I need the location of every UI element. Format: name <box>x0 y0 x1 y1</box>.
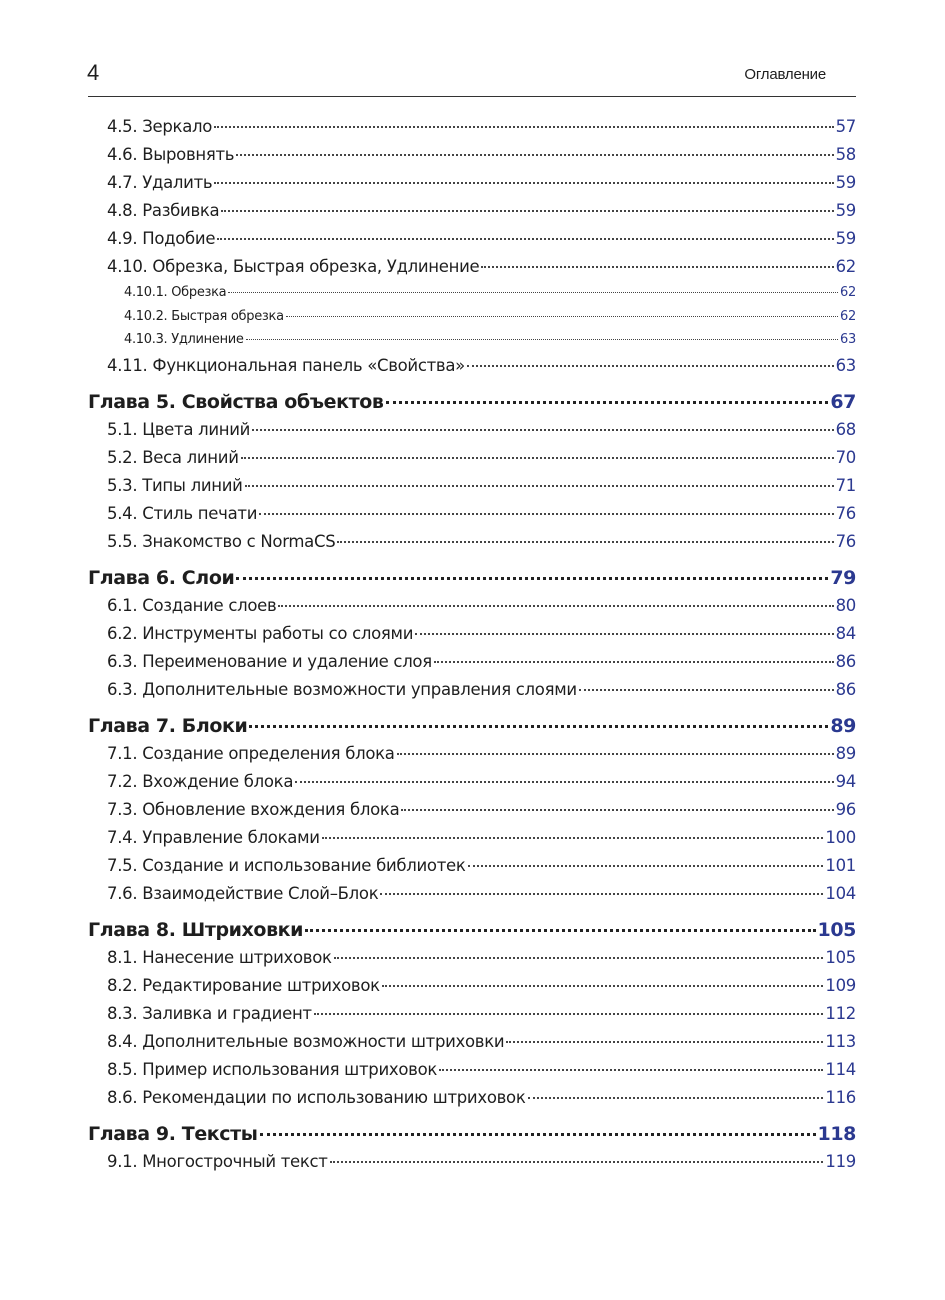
toc-entry-page: 105 <box>817 918 856 941</box>
toc-entry-title: 4.6. Выровнять <box>107 145 235 164</box>
toc-entry[interactable] <box>88 113 856 141</box>
toc-entry-page: 79 <box>830 566 856 589</box>
toc-entry[interactable] <box>88 1000 856 1028</box>
toc-entry-title: 8.6. Рекомендации по использованию штриховок <box>107 1087 526 1107</box>
toc-entry-title: Глава 5. Свойства объектов <box>88 390 384 413</box>
toc-entry-title: 4.10.3. Удлинение <box>124 332 244 347</box>
toc-entry-page: 101 <box>825 855 856 875</box>
toc-entry-title: Глава 9. Тексты <box>88 1122 258 1145</box>
toc-entry-title: 6.3. Переименование и удаление слоя <box>107 651 432 671</box>
dot-leader <box>259 513 833 515</box>
toc-entry-title: 4.9. Подобие <box>107 229 216 248</box>
toc-chapter-entry[interactable] <box>88 564 856 592</box>
toc-chapter-entry[interactable] <box>88 1120 856 1148</box>
toc-entry-title: 5.2. Веса линий <box>107 447 239 467</box>
toc-entry-page: 109 <box>825 975 856 995</box>
toc-entry[interactable] <box>88 416 856 444</box>
toc-entry[interactable] <box>88 225 856 253</box>
toc-entry-title: Глава 6. Слои <box>88 566 235 589</box>
toc-entry-page: 57 <box>835 117 856 136</box>
toc-entry-page: 63 <box>840 332 856 347</box>
toc-entry[interactable] <box>88 328 856 352</box>
toc-entry[interactable] <box>88 500 856 528</box>
toc-entry-page: 86 <box>835 651 856 671</box>
toc-entry-page: 59 <box>835 201 856 220</box>
toc-entry-page: 59 <box>835 173 856 192</box>
toc-entry-page: 104 <box>825 883 856 903</box>
toc-entry-page: 89 <box>830 714 856 737</box>
toc-entry[interactable] <box>88 592 856 620</box>
toc-entry[interactable] <box>88 281 856 305</box>
dot-leader <box>334 957 824 959</box>
toc-entry-title: 6.3. Дополнительные возможности управления слоями <box>107 679 577 699</box>
toc-entry-title: 8.3. Заливка и градиент <box>107 1003 312 1023</box>
dot-leader <box>579 689 834 691</box>
dot-leader <box>337 541 833 543</box>
dot-leader <box>386 401 829 404</box>
toc-entry-page: 100 <box>825 827 856 847</box>
toc-entry-page: 71 <box>835 475 856 495</box>
toc-entry-page: 105 <box>825 947 856 967</box>
toc-entry[interactable] <box>88 824 856 852</box>
dot-leader <box>236 154 833 156</box>
toc-entry[interactable] <box>88 676 856 704</box>
toc-entry[interactable] <box>88 197 856 225</box>
toc-entry-page: 96 <box>835 799 856 819</box>
toc-entry-page: 84 <box>835 623 856 643</box>
toc-entry-page: 119 <box>825 1151 856 1171</box>
toc-entry-page: 62 <box>840 308 856 324</box>
toc-entry-page: 63 <box>835 355 856 375</box>
toc-entry-title: 8.4. Дополнительные возможности штриховки <box>107 1031 505 1051</box>
table-of-contents <box>88 113 856 1176</box>
dot-leader <box>481 266 833 268</box>
dot-leader <box>397 753 834 755</box>
running-title: Оглавление <box>744 66 826 83</box>
toc-entry-page: 116 <box>825 1087 856 1107</box>
toc-entry[interactable] <box>88 648 856 676</box>
dot-leader <box>228 292 838 293</box>
toc-entry[interactable] <box>88 768 856 796</box>
toc-entry[interactable] <box>88 1148 856 1176</box>
toc-entry-page: 59 <box>835 229 856 248</box>
toc-entry[interactable] <box>88 472 856 500</box>
dot-leader <box>434 661 834 663</box>
toc-entry[interactable] <box>88 852 856 880</box>
dot-leader <box>330 1161 824 1163</box>
toc-entry-title: 6.2. Инструменты работы со слоями <box>107 623 414 643</box>
toc-entry[interactable] <box>88 944 856 972</box>
toc-entry-page: 62 <box>835 257 856 276</box>
toc-entry-title: 5.3. Типы линий <box>107 475 243 495</box>
toc-entry-title: 4.11. Функциональная панель «Свойства» <box>107 355 465 375</box>
toc-entry-page: 86 <box>835 679 856 699</box>
toc-entry-title: 8.1. Нанесение штриховок <box>107 947 332 967</box>
toc-entry[interactable] <box>88 141 856 169</box>
dot-leader <box>245 485 834 487</box>
dot-leader <box>249 725 828 728</box>
toc-entry-title: 4.10. Обрезка, Быстрая обрезка, Удлинение <box>107 257 480 276</box>
dot-leader <box>252 429 834 431</box>
dot-leader <box>236 577 828 580</box>
toc-entry-title: 4.7. Удалить <box>107 173 213 192</box>
dot-leader <box>468 865 824 867</box>
toc-entry-title: 4.8. Разбивка <box>107 201 220 220</box>
dot-leader <box>214 126 834 128</box>
toc-entry[interactable] <box>88 880 856 908</box>
page-number: 4 <box>87 60 100 85</box>
toc-entry[interactable] <box>88 972 856 1000</box>
dot-leader <box>415 633 833 635</box>
toc-entry-title: Глава 8. Штриховки <box>88 918 304 941</box>
toc-entry-page: 89 <box>835 743 856 763</box>
toc-entry-page: 113 <box>825 1031 856 1051</box>
toc-entry[interactable] <box>88 352 856 380</box>
dot-leader <box>439 1069 823 1071</box>
toc-entry-title: Глава 7. Блоки <box>88 714 248 737</box>
dot-leader <box>278 605 833 607</box>
toc-entry-title: 7.6. Взаимодействие Слой–Блок <box>107 883 379 903</box>
toc-entry-title: 9.1. Многострочный текст <box>107 1151 328 1171</box>
toc-entry-page: 94 <box>835 771 856 791</box>
toc-entry[interactable] <box>88 1028 856 1056</box>
dot-leader <box>506 1041 823 1043</box>
toc-entry-title: 5.4. Стиль печати <box>107 503 258 523</box>
toc-entry-title: 7.1. Создание определения блока <box>107 743 395 763</box>
toc-entry[interactable] <box>88 1084 856 1112</box>
toc-entry-page: 67 <box>830 390 856 413</box>
toc-entry-title: 5.1. Цвета линий <box>107 419 251 439</box>
toc-entry-title: 8.2. Редактирование штриховок <box>107 975 380 995</box>
toc-entry-title: 7.4. Управление блоками <box>107 827 320 847</box>
dot-leader <box>382 985 824 987</box>
dot-leader <box>295 781 833 783</box>
toc-entry[interactable] <box>88 528 856 556</box>
toc-entry-title: 7.5. Создание и использование библиотек <box>107 855 466 875</box>
dot-leader <box>528 1097 824 1099</box>
toc-entry-title: 5.5. Знакомство с NormaCS <box>107 531 336 551</box>
dot-leader <box>467 365 834 367</box>
toc-entry-page: 114 <box>825 1059 856 1079</box>
toc-entry[interactable] <box>88 1056 856 1084</box>
toc-entry[interactable] <box>88 740 856 768</box>
dot-leader <box>322 837 824 839</box>
dot-leader <box>217 238 833 240</box>
toc-entry-title: 6.1. Создание слоев <box>107 595 277 615</box>
toc-entry[interactable] <box>88 253 856 281</box>
toc-chapter-entry[interactable] <box>88 916 856 944</box>
dot-leader <box>221 210 833 212</box>
dot-leader <box>305 929 815 932</box>
dot-leader <box>260 1133 816 1136</box>
toc-entry-page: 62 <box>840 285 856 300</box>
dot-leader <box>246 339 838 340</box>
dot-leader <box>401 809 833 811</box>
toc-entry-title: 4.10.2. Быстрая обрезка <box>124 308 284 324</box>
toc-chapter-entry[interactable] <box>88 388 856 416</box>
toc-entry-page: 58 <box>835 145 856 164</box>
toc-entry-title: 8.5. Пример использования штриховок <box>107 1059 438 1079</box>
toc-chapter-entry[interactable] <box>88 712 856 740</box>
dot-leader <box>314 1013 824 1015</box>
toc-entry-title: 4.5. Зеркало <box>107 117 213 136</box>
toc-entry-title: 7.3. Обновление вхождения блока <box>107 799 400 819</box>
toc-entry-page: 80 <box>835 595 856 615</box>
toc-entry[interactable] <box>88 796 856 824</box>
toc-entry[interactable] <box>88 444 856 472</box>
toc-entry-page: 68 <box>835 419 856 439</box>
dot-leader <box>286 316 838 317</box>
toc-entry-page: 76 <box>835 531 856 551</box>
toc-entry-page: 76 <box>835 503 856 523</box>
header-divider <box>88 96 856 97</box>
toc-entry-page: 112 <box>825 1003 856 1023</box>
toc-entry-page: 70 <box>835 447 856 467</box>
toc-entry[interactable] <box>88 305 856 329</box>
toc-entry[interactable] <box>88 169 856 197</box>
dot-leader <box>241 457 834 459</box>
toc-entry-title: 7.2. Вхождение блока <box>107 771 294 791</box>
toc-entry[interactable] <box>88 620 856 648</box>
toc-entry-title: 4.10.1. Обрезка <box>124 285 227 300</box>
dot-leader <box>214 182 833 184</box>
dot-leader <box>380 893 823 895</box>
toc-entry-page: 118 <box>817 1122 856 1145</box>
